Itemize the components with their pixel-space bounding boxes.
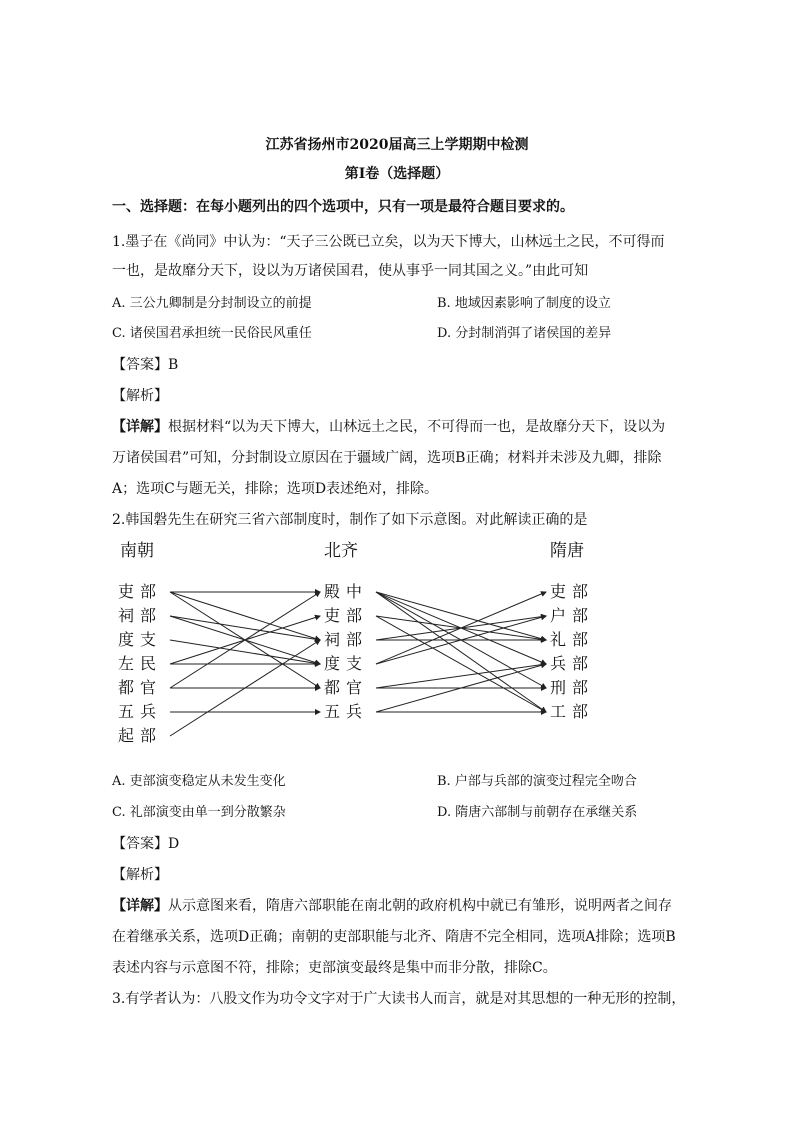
right-item-3: 兵部 xyxy=(550,654,595,673)
right-item-2: 礼部 xyxy=(550,630,595,649)
mid-item-0: 殿中 xyxy=(324,582,369,601)
q1-stem-line1: 1.墨子在《尚同》中认为：“天子三公既已立矣，以为天下博大，山林远土之民，不可得而 xyxy=(112,234,665,250)
q2-detail-line1: 【详解】从示意图来看，隋唐六部职能在南北朝的政府机构中就已有雏形，说明两者之间存 xyxy=(112,898,672,914)
doc-title: 江苏省扬州市2020届高三上学期期中检测 xyxy=(265,137,529,153)
right-item-0: 吏部 xyxy=(550,582,595,601)
right-item-5: 工部 xyxy=(550,702,595,721)
q1-detail-line2: 万诸侯国君”可知，分封制设立原因在于疆域广阔，选项B正确；材料并未涉及九卿，排除 xyxy=(112,450,662,466)
mid-item-3: 度支 xyxy=(324,654,369,673)
left-item-6: 起部 xyxy=(118,726,163,745)
q1-analysis-label: 【解析】 xyxy=(112,388,168,404)
q1-answer: 【答案】B xyxy=(112,357,179,373)
col-mid-title: 北齐 xyxy=(324,541,358,561)
mid-item-1: 吏部 xyxy=(324,606,369,625)
doc-subtitle: 第Ⅰ卷（选择题） xyxy=(344,166,450,182)
q2-option-b: B. 户部与兵部的演变过程完全吻合 xyxy=(437,774,637,789)
q1-option-d: D. 分封制消弭了诸侯国的差异 xyxy=(437,326,612,341)
diagram-arrow-15 xyxy=(376,592,546,712)
right-item-1: 户部 xyxy=(550,606,595,625)
mid-item-4: 都官 xyxy=(324,678,369,697)
mid-item-2: 祠部 xyxy=(324,630,369,649)
q1-stem-line2: 一也，是故靡分天下，设以为万诸侯国君，使从事乎一同其国之义。”由此可知 xyxy=(112,263,589,279)
col-right-title: 隋唐 xyxy=(550,541,584,561)
q1-detail-line1: 【详解】根据材料“以为天下博大，山林远土之民，不可得而一也，是故靡分天下，设以为 xyxy=(112,419,666,435)
q2-option-a: A. 吏部演变稳定从未发生变化 xyxy=(112,774,286,789)
diagram-arrow-3 xyxy=(170,616,320,640)
left-item-5: 五兵 xyxy=(118,702,163,721)
q2-detail-label: 【详解】 xyxy=(112,898,168,914)
q3-stem-line1: 3.有学者认为：八股文作为功令文字对于广大读书人而言，就是对其思想的一种无形的控制， xyxy=(112,991,686,1007)
diagram-arrow-5 xyxy=(170,640,320,664)
diagram-arrow-1 xyxy=(170,592,320,640)
q2-option-d: D. 隋唐六部制与前朝存在承继关系 xyxy=(437,805,638,820)
q2-stem: 2.韩国磐先生在研究三省六部制度时，制作了如下示意图。对此解读正确的是 xyxy=(112,512,588,528)
six-ministries-diagram xyxy=(112,540,612,755)
q2-detail-line2: 在着继承关系，选项D正确；南朝的吏部职能与北齐、隋唐不完全相同，选项A排除；选项B xyxy=(112,929,676,945)
q1-option-c: C. 诸侯国君承担统一民俗民风重任 xyxy=(112,326,312,341)
mid-item-5: 五兵 xyxy=(324,702,369,721)
q1-detail-label: 【详解】 xyxy=(112,419,168,435)
left-item-4: 都官 xyxy=(118,678,163,697)
diagram-arrow-23 xyxy=(376,664,546,688)
left-item-3: 左民 xyxy=(118,654,163,673)
q2-answer: 【答案】D xyxy=(112,836,180,852)
q2-detail-line3: 表述内容与示意图不符，排除；吏部演变最终是集中而非分散，排除C。 xyxy=(112,960,557,976)
left-item-1: 祠部 xyxy=(118,606,163,625)
diagram-arrow-12 xyxy=(376,592,546,640)
left-item-2: 度支 xyxy=(118,630,163,649)
section-heading: 一、选择题：在每小题列出的四个选项中，只有一项是最符合题目要求的。 xyxy=(112,199,574,215)
q1-detail-line3: A；选项C与题无关，排除；选项D表述绝对，排除。 xyxy=(112,481,439,497)
q1-option-b: B. 地域因素影响了制度的设立 xyxy=(437,296,611,311)
left-item-0: 吏部 xyxy=(118,582,163,601)
q2-analysis-label: 【解析】 xyxy=(112,867,168,883)
col-left-title: 南朝 xyxy=(120,541,154,561)
q2-option-c: C. 礼部演变由单一到分散繁杂 xyxy=(112,805,286,820)
right-item-4: 刑部 xyxy=(550,678,595,697)
diagram-arrow-17 xyxy=(376,616,546,712)
q1-option-a: A. 三公九卿制是分封制设立的前提 xyxy=(112,296,312,311)
